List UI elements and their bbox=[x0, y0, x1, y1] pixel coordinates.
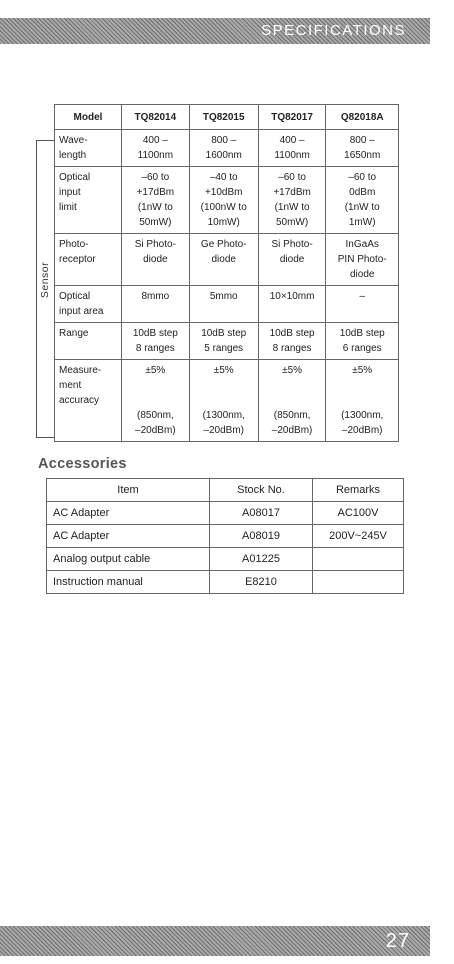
spec-value-line: 10dB step bbox=[132, 328, 178, 339]
spec-parameter-line: Measure- bbox=[59, 365, 102, 376]
spec-value-line: 1mW) bbox=[348, 217, 376, 228]
spec-value-line: (1nW to bbox=[137, 202, 173, 213]
spec-value-line: diode bbox=[143, 254, 168, 265]
spec-value-cell bbox=[326, 167, 399, 234]
model-column-header: Q82018A bbox=[326, 105, 399, 130]
spec-parameter-line: length bbox=[59, 150, 87, 161]
spec-value-line: Si Photo- bbox=[134, 239, 176, 250]
spec-row bbox=[55, 360, 399, 442]
spec-value-line: –20dBm) bbox=[135, 425, 176, 436]
spec-parameter-line: input bbox=[59, 187, 81, 198]
spec-value-line: (100nW to bbox=[200, 202, 247, 213]
item-cell: AC Adapter bbox=[47, 502, 210, 525]
spec-value-cell bbox=[122, 360, 190, 442]
spec-row bbox=[55, 167, 399, 234]
spec-value-line: 1650nm bbox=[344, 150, 381, 161]
item-cell: Instruction manual bbox=[47, 571, 210, 594]
spec-value-cell bbox=[258, 130, 326, 167]
table-row bbox=[47, 571, 404, 594]
item-cell: AC Adapter bbox=[47, 525, 210, 548]
spec-value-cell bbox=[326, 286, 399, 323]
accessories-table bbox=[46, 478, 404, 594]
accessories-heading: Accessories bbox=[38, 456, 127, 472]
spec-value-cell bbox=[122, 167, 190, 234]
spec-value-line: 10mW) bbox=[207, 217, 240, 228]
spec-value-cell bbox=[258, 286, 326, 323]
spec-value-line: 10dB step bbox=[201, 328, 247, 339]
spec-value-line: –60 to bbox=[348, 172, 377, 183]
spec-value-line: 50mW) bbox=[139, 217, 172, 228]
spec-value-line: –40 to bbox=[209, 172, 238, 183]
spec-value-line: 5 ranges bbox=[204, 343, 244, 354]
spec-value-cell bbox=[326, 360, 399, 442]
spec-parameter-cell bbox=[55, 130, 122, 167]
spec-value-cell bbox=[189, 360, 258, 442]
spec-parameter-line: limit bbox=[59, 202, 77, 213]
spec-row bbox=[55, 234, 399, 286]
spec-value-line bbox=[194, 393, 254, 408]
spec-value-cell bbox=[326, 323, 399, 360]
spec-value-line: (1nW to bbox=[274, 202, 310, 213]
remarks-cell bbox=[313, 548, 404, 571]
spec-value-line: 1100nm bbox=[137, 150, 174, 161]
spec-value-cell bbox=[258, 234, 326, 286]
spec-value-line: 8mmo bbox=[141, 291, 170, 302]
spec-value-line bbox=[126, 393, 185, 408]
spec-value-line: diode bbox=[211, 254, 236, 265]
spec-value-cell bbox=[122, 286, 190, 323]
spec-value-line: 1600nm bbox=[205, 150, 242, 161]
spec-value-line: 10dB step bbox=[339, 328, 385, 339]
spec-parameter-line: Optical bbox=[59, 291, 91, 302]
specifications-table bbox=[54, 104, 399, 442]
stock-cell: A01225 bbox=[210, 548, 313, 571]
spec-value-line: (850nm, bbox=[137, 410, 174, 421]
spec-parameter-line: Range bbox=[59, 328, 89, 339]
spec-value-line: ±5% bbox=[282, 365, 303, 376]
sensor-label-text: Sensor bbox=[39, 261, 51, 299]
remarks-cell: AC100V bbox=[313, 502, 404, 525]
spec-value-line: 8 ranges bbox=[272, 343, 312, 354]
spec-value-line: (1300nm, bbox=[341, 410, 384, 421]
spec-value-line bbox=[194, 378, 254, 393]
spec-value-line: (1300nm, bbox=[202, 410, 245, 421]
spec-value-line: –20dBm) bbox=[271, 425, 313, 436]
spec-value-line: 8 ranges bbox=[135, 343, 175, 354]
spec-value-line: diode bbox=[349, 269, 375, 280]
spec-value-line: 800 – bbox=[211, 135, 237, 146]
spec-value-line bbox=[263, 393, 322, 408]
spec-value-cell bbox=[258, 360, 326, 442]
spec-value-line: ±5% bbox=[213, 365, 234, 376]
spec-value-line: +10dBm bbox=[204, 187, 243, 198]
spec-value-line: 400 – bbox=[279, 135, 305, 146]
item-column-header: Item bbox=[47, 479, 210, 502]
stock-column-header: Stock No. bbox=[210, 479, 313, 502]
spec-parameter-line: accuracy bbox=[59, 395, 100, 406]
spec-parameter-cell bbox=[55, 234, 122, 286]
spec-header-row bbox=[55, 105, 399, 130]
spec-parameter-cell bbox=[55, 360, 122, 442]
spec-value-cell bbox=[258, 167, 326, 234]
spec-parameter-cell bbox=[55, 167, 122, 234]
model-column-header: TQ82017 bbox=[258, 105, 326, 130]
spec-value-line: 0dBm bbox=[349, 187, 376, 198]
table-row bbox=[47, 502, 404, 525]
spec-value-cell bbox=[122, 130, 190, 167]
spec-value-line: 5mmo bbox=[209, 291, 238, 302]
spec-value-line: –60 to bbox=[278, 172, 306, 183]
spec-parameter-cell bbox=[55, 323, 122, 360]
spec-value-cell bbox=[122, 323, 190, 360]
spec-value-cell bbox=[189, 286, 258, 323]
spec-value-line: –60 to bbox=[141, 172, 170, 183]
item-cell: Analog output cable bbox=[47, 548, 210, 571]
accessories-header-row bbox=[47, 479, 404, 502]
spec-value-line: – bbox=[359, 291, 365, 302]
model-column-header: TQ82014 bbox=[122, 105, 190, 130]
spec-value-line: 10×10mm bbox=[269, 291, 315, 302]
spec-value-line bbox=[263, 378, 322, 393]
spec-value-cell bbox=[326, 130, 399, 167]
spec-value-line: diode bbox=[279, 254, 305, 265]
footer-bar bbox=[0, 926, 430, 956]
spec-value-line: 6 ranges bbox=[342, 343, 382, 354]
spec-value-line: –20dBm) bbox=[341, 425, 383, 436]
spec-parameter-line: Photo- bbox=[59, 239, 89, 250]
spec-value-line: 50mW) bbox=[275, 217, 309, 228]
table-row bbox=[47, 548, 404, 571]
remarks-column-header: Remarks bbox=[313, 479, 404, 502]
spec-value-cell bbox=[189, 167, 258, 234]
spec-value-line: +17dBm bbox=[136, 187, 175, 198]
spec-value-cell bbox=[189, 130, 258, 167]
spec-value-line: (1nW to bbox=[344, 202, 380, 213]
page-number: 27 bbox=[385, 930, 410, 952]
model-header: Model bbox=[55, 105, 122, 130]
spec-value-line: +17dBm bbox=[273, 187, 311, 198]
stock-cell: A08019 bbox=[210, 525, 313, 548]
spec-value-cell bbox=[258, 323, 326, 360]
sensor-section-label bbox=[36, 250, 54, 310]
remarks-cell bbox=[313, 571, 404, 594]
spec-value-line: PIN Photo- bbox=[337, 254, 387, 265]
spec-value-line: 400 – bbox=[142, 135, 168, 146]
spec-parameter-line: input area bbox=[59, 306, 104, 317]
stock-cell: E8210 bbox=[210, 571, 313, 594]
spec-value-line: ±5% bbox=[352, 365, 373, 376]
spec-parameter-line: ment bbox=[59, 380, 82, 391]
spec-row bbox=[55, 286, 399, 323]
table-row bbox=[47, 525, 404, 548]
spec-value-line: Si Photo- bbox=[271, 239, 313, 250]
spec-value-cell bbox=[326, 234, 399, 286]
spec-parameter-line: Optical bbox=[59, 172, 91, 183]
spec-value-line: (850nm, bbox=[273, 410, 311, 421]
page-title: SPECIFICATIONS bbox=[261, 22, 406, 39]
spec-parameter-line: Wave- bbox=[59, 135, 88, 146]
spec-value-line bbox=[330, 393, 394, 408]
spec-value-cell bbox=[122, 234, 190, 286]
spec-value-line: InGaAs bbox=[345, 239, 379, 250]
spec-value-cell bbox=[189, 323, 258, 360]
spec-row bbox=[55, 323, 399, 360]
remarks-cell: 200V~245V bbox=[313, 525, 404, 548]
spec-value-line: ±5% bbox=[145, 365, 166, 376]
stock-cell: A08017 bbox=[210, 502, 313, 525]
spec-value-line: 10dB step bbox=[269, 328, 315, 339]
spec-parameter-cell bbox=[55, 286, 122, 323]
spec-value-line bbox=[330, 378, 394, 393]
spec-value-cell bbox=[189, 234, 258, 286]
spec-value-line: –20dBm) bbox=[203, 425, 244, 436]
spec-value-line: Ge Photo- bbox=[200, 239, 247, 250]
spec-row bbox=[55, 130, 399, 167]
spec-value-line bbox=[126, 378, 185, 393]
model-column-header: TQ82015 bbox=[189, 105, 258, 130]
header-bar bbox=[0, 18, 430, 44]
spec-value-line: 800 – bbox=[349, 135, 375, 146]
spec-parameter-line: receptor bbox=[59, 254, 96, 265]
spec-value-line: 1100nm bbox=[274, 150, 310, 161]
